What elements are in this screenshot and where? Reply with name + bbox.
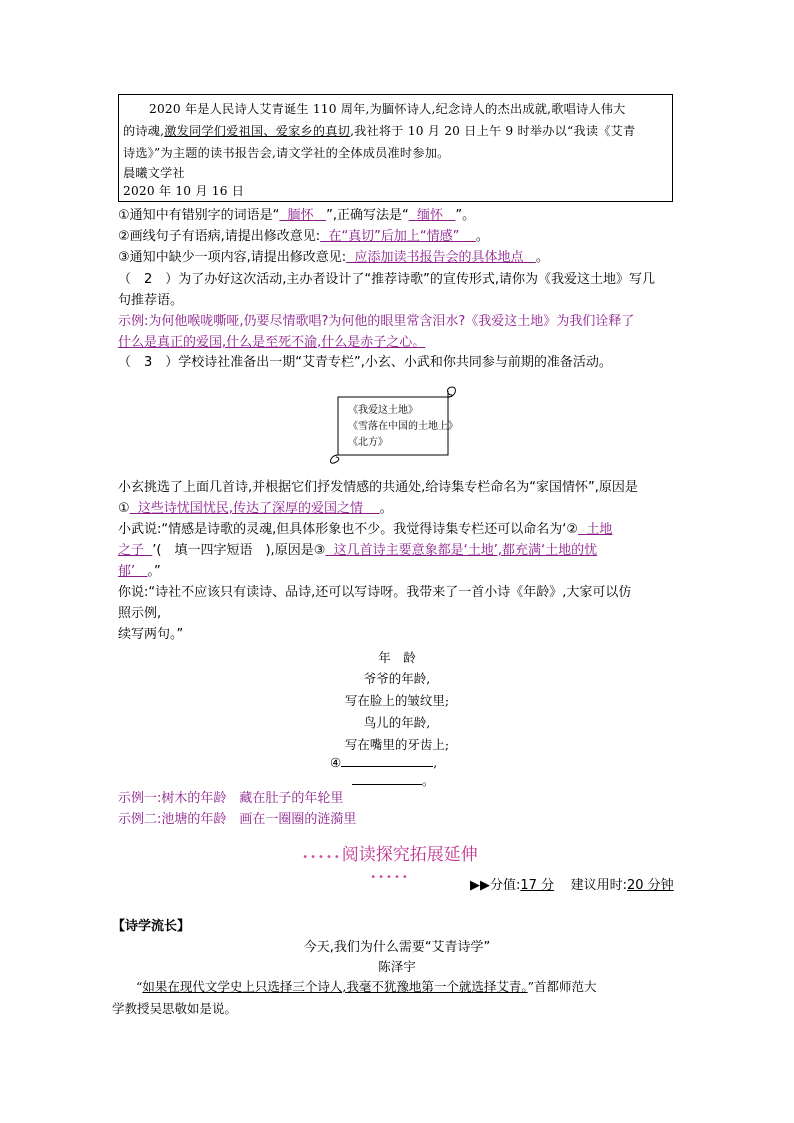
xiaowu-answer-2b xyxy=(118,543,152,558)
banner-dots-right: ••••• xyxy=(370,872,410,883)
poem-line-3: 鸟儿的年龄, xyxy=(363,715,431,730)
article-paragraph-1-end: ”首都师范大 xyxy=(527,979,597,994)
notice-underlined-sentence: 激发同学们爱祖国、爱家乡的真切 xyxy=(164,124,351,138)
scroll-item-3: 《北方》 xyxy=(348,437,388,448)
xiaoxuan-answer-text: 这些诗忧国忧民,传达了深厚的爱国之情 xyxy=(137,501,364,516)
q1-c-answer xyxy=(346,250,536,265)
example-2: 示例二:池塘的年龄 画在一圈圈的涟漪里 xyxy=(118,812,357,827)
you-line-1: 你说:“诗社不应该只有读诗、品诗,还可以写诗呀。我带来了一首小诗《年龄》,大家可以仿 xyxy=(118,585,632,600)
xiaoxuan-pre: ① xyxy=(118,501,130,516)
xiaowu-answer-3b-text: 郁’ xyxy=(118,564,136,579)
q2-line-1: （ 2 ）为了办好这次活动,主办者设计了“推荐诗歌”的宣传形式,请你为《我爱这土地》写几 xyxy=(118,272,656,287)
poem-blank-2 xyxy=(352,770,422,785)
scroll-item-1: 《我爱这土地》 xyxy=(348,405,418,416)
xiaoxuan-line-1: 小玄挑选了上面几首诗,并根据它们抒发情感的共通处,给诗集专栏命名为“家国情怀”,原因是 xyxy=(118,480,638,495)
banner-dots-left: ••••• xyxy=(302,852,342,863)
q1-a-pre: ①通知中有错别字的词语是“ xyxy=(118,208,280,223)
xiaowu-answer-3a-text: 这几首诗主要意象都是‘土地’,都充满‘土地的忧 xyxy=(333,543,598,558)
notice-org: 晨曦文学社 xyxy=(123,166,185,180)
score-label: ▶▶分值: xyxy=(470,878,521,893)
score-value: 17 分 xyxy=(520,878,555,893)
q2-answer-2: 什么是真正的爱国,什么是至死不渝,什么是赤子之心。 xyxy=(118,335,426,350)
q1-a-answer-1 xyxy=(279,208,326,223)
article-title: 今天,我们为什么需要“艾青诗学” xyxy=(303,940,491,955)
q3-line-1: （ 3 ）学校诗社准备出一期“艾青专栏”,小玄、小武和你共同参与前期的准备活动。 xyxy=(118,355,612,370)
poem-line-6 xyxy=(352,770,435,791)
poem-line-1: 爷爷的年龄, xyxy=(363,671,431,686)
section-banner xyxy=(290,840,490,883)
q1-b-end: 。 xyxy=(475,229,489,244)
q1-b-pre: ②画线句子有语病,请提出修改意见: xyxy=(118,229,321,244)
poem-line-2: 写在脸上的皱纹里; xyxy=(344,693,450,708)
xiaowu-answer-3b xyxy=(118,564,148,579)
article-quote-open: “ xyxy=(136,979,143,994)
time-value: 20 分钟 xyxy=(627,878,674,893)
q1-a xyxy=(118,206,475,226)
poem-blank-number: ④ xyxy=(330,755,342,770)
notice-line-2-b: ,我社将于 10 月 20 日上午 9 时举办以“我读《艾青 xyxy=(350,124,636,138)
article-paragraph-1 xyxy=(112,976,682,998)
xiaoxuan-line-2 xyxy=(118,499,393,519)
score-meta xyxy=(470,874,674,893)
time-label: 建议用时: xyxy=(570,878,627,893)
xiaoxuan-answer xyxy=(130,501,380,516)
q1-c-pre: ③通知中缺少一项内容,请提出修改意见: xyxy=(118,250,347,265)
q1-b xyxy=(118,227,489,247)
q2-line-2: 句推荐语。 xyxy=(118,293,184,308)
q2-answer-1: 示例:为何他喉咙嘶哑,仍要尽情歌唱?为何他的眼里常含泪水?《我爱这土地》为我们诠释了 xyxy=(118,314,635,329)
section-label: 【诗学流长】 xyxy=(112,919,191,934)
q1-a-answer-2-text: 缅怀 xyxy=(416,208,443,223)
q1-c-answer-text: 应添加读书报告会的具体地点 xyxy=(354,250,524,265)
poem-title: 年 龄 xyxy=(378,650,416,665)
notice-date: 2020 年 10 月 16 日 xyxy=(123,184,245,198)
xiaowu-end: 。” xyxy=(147,564,161,579)
you-line-2: 照示例, xyxy=(118,606,162,621)
xiaowu-pre: 小武说:“情感是诗歌的灵魂,但具体形象也不少。我觉得诗集专栏还可以命名为‘② xyxy=(118,522,579,537)
xiaowu-answer-2a-text: 土地 xyxy=(586,522,613,537)
notice-line-2 xyxy=(123,121,668,142)
banner-title: 阅读探究拓展延伸 xyxy=(341,845,478,865)
q1-a-mid: ”,正确写法是“ xyxy=(326,208,409,223)
xiaowu-answer-3a xyxy=(325,543,597,558)
you-line-3: 续写两句。” xyxy=(118,627,184,642)
scroll-item-2: 《雪落在中国的土地上》 xyxy=(348,421,458,432)
q1-c xyxy=(118,248,549,268)
poem-line-4: 写在嘴里的牙齿上; xyxy=(344,737,450,752)
q1-a-answer-1-text: 腼怀 xyxy=(287,208,314,223)
xiaowu-answer-2a xyxy=(578,522,612,537)
poem-blank-1 xyxy=(341,752,433,767)
notice-box xyxy=(118,94,673,202)
q1-b-answer-text: 在“真切”后加上“情感” xyxy=(328,229,460,244)
q1-b-answer xyxy=(320,229,476,244)
xiaowu-line-3 xyxy=(118,562,161,582)
xiaoxuan-end: 。 xyxy=(379,501,393,516)
xiaowu-line-1 xyxy=(118,520,612,540)
notice-line-3: 诗选》”为主题的读书报告会,请文学社的全体成员准时参加。 xyxy=(123,146,450,160)
q1-c-end: 。 xyxy=(535,250,549,265)
xiaowu-answer-2b-text: 之子 xyxy=(118,543,145,558)
scroll-text xyxy=(348,403,458,451)
scroll-image xyxy=(330,385,460,465)
article-author: 陈泽宇 xyxy=(378,959,416,974)
article-paragraph-2: 学教授吴思敬如是说。 xyxy=(112,1001,238,1016)
poem-line-5-end: , xyxy=(433,755,438,770)
article-underlined-quote: 如果在现代文学史上只选择三个诗人,我毫不犹豫地第一个就选择艾青。 xyxy=(142,979,528,994)
q1-a-answer-2 xyxy=(409,208,456,223)
notice-line-1: 2020 年是人民诗人艾青诞生 110 周年,为腼怀诗人,纪念诗人的杰出成就,歌唱诗人伟大 xyxy=(149,102,626,116)
notice-line-2-a: 的诗魂, xyxy=(123,124,165,138)
q1-a-end: ”。 xyxy=(455,208,476,223)
example-1: 示例一:树木的年龄 藏在肚子的年轮里 xyxy=(118,791,344,806)
xiaowu-mid: ’( 填一四字短语 ),原因是③ xyxy=(152,543,326,558)
xiaowu-line-2 xyxy=(118,541,597,561)
poem-line-6-end: 。 xyxy=(422,773,435,788)
